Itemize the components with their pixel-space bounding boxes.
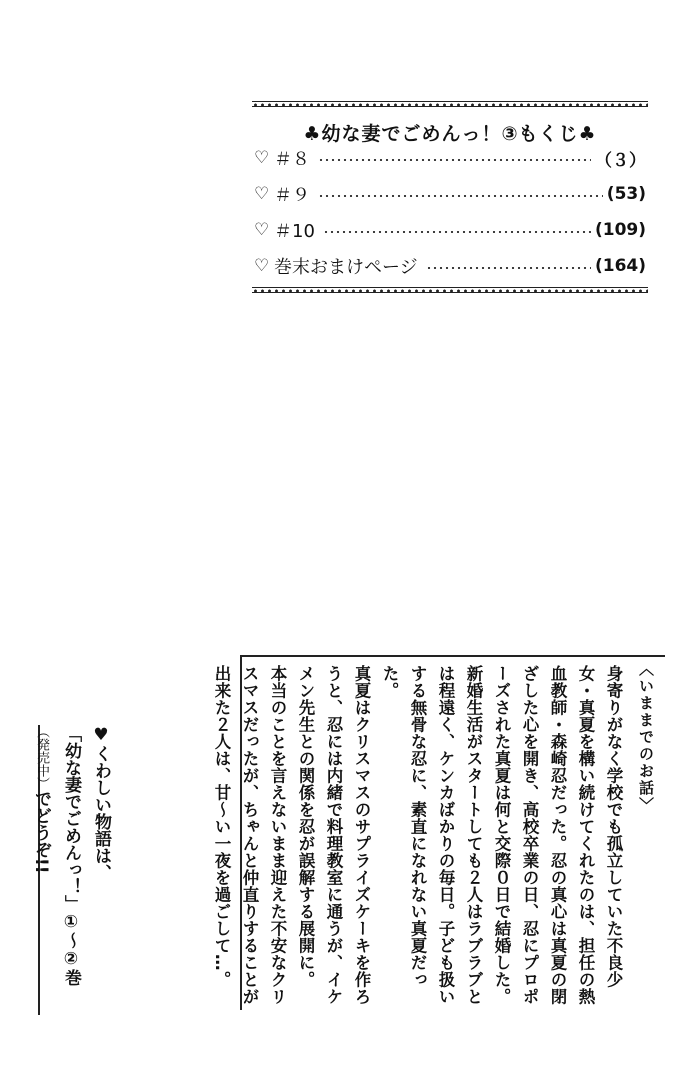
summary-paragraph: 真夏はクリスマスのサプライズケーキを作ろうと、忍には内緒で料理教室に通うが、イケメン先生との関係を忍が誤解する展開に。 [296,665,371,1005]
series-note [31,725,118,1015]
toc-entry-page: (53) [606,184,646,204]
heart-icon: ♡ [254,220,270,240]
on-sale-label: （発売中） [34,725,49,790]
heart-icon: ♡ [254,148,270,168]
toc-entry-label: ＃10 [274,221,315,242]
toc-entry-page: （３） [595,150,646,171]
toc-entry-label: ＃８ [274,149,310,170]
toc-entry-label: 巻末おまけページ [274,257,418,278]
summary-text [207,665,627,1005]
toc-title: ♣幼な妻でごめんっ！③もくじ♣ [303,123,597,145]
toc-entry-bonus[interactable] [254,253,646,279]
story-summary-box [212,655,665,1010]
toc-entry-10[interactable] [254,217,646,243]
series-note-text [26,725,116,1015]
dot-leader [318,195,603,197]
dot-leader [426,267,591,269]
summary-paragraph: 身寄りがなく学校でも孤立していた不良少女・真夏を構い続けてくれたのは、担任の熱血教師・森崎忍だった。忍の真心は真夏の閉ざした心を開き、高校卒業の日、忍にプロポーズされた真夏は何と交際０日で結婚した。 [492,665,623,1005]
summary-paragraph: 本当のことを言えないまま迎えた不安なクリスマスだったが、ちゃんと仲直りすることが出来た２人は、甘～い一夜を過ごして…。 [212,665,287,1005]
note-line: 「幼な妻でごめんっ！」①～②巻 [61,725,81,986]
decorative-border-bottom [252,287,648,293]
note-line-rest: でどうぞ!! [31,790,51,874]
dot-leader [318,159,591,161]
summary-heading: 〈いままでのお話〉 [637,661,655,814]
toc-entry-9[interactable] [254,181,646,207]
heart-icon: ♡ [254,256,270,276]
summary-paragraph: 新婚生活がスタートしても２人はラブラブとは程遠く、ケンカばかりの毎日。子ども扱いする無骨な忍に、素直になれない真夏だった。 [380,665,483,1005]
decorative-border-top [252,101,648,107]
dot-leader [323,231,591,233]
table-of-contents [252,95,652,300]
note-line: ♥くわしい物語は、 [91,725,111,881]
toc-entry-page: (109) [594,220,646,240]
heart-icon: ♡ [254,184,270,204]
toc-entry-8[interactable] [254,145,646,171]
note-line [26,725,56,1015]
toc-entry-page: (164) [594,256,646,276]
toc-entry-label: ＃９ [274,185,310,206]
